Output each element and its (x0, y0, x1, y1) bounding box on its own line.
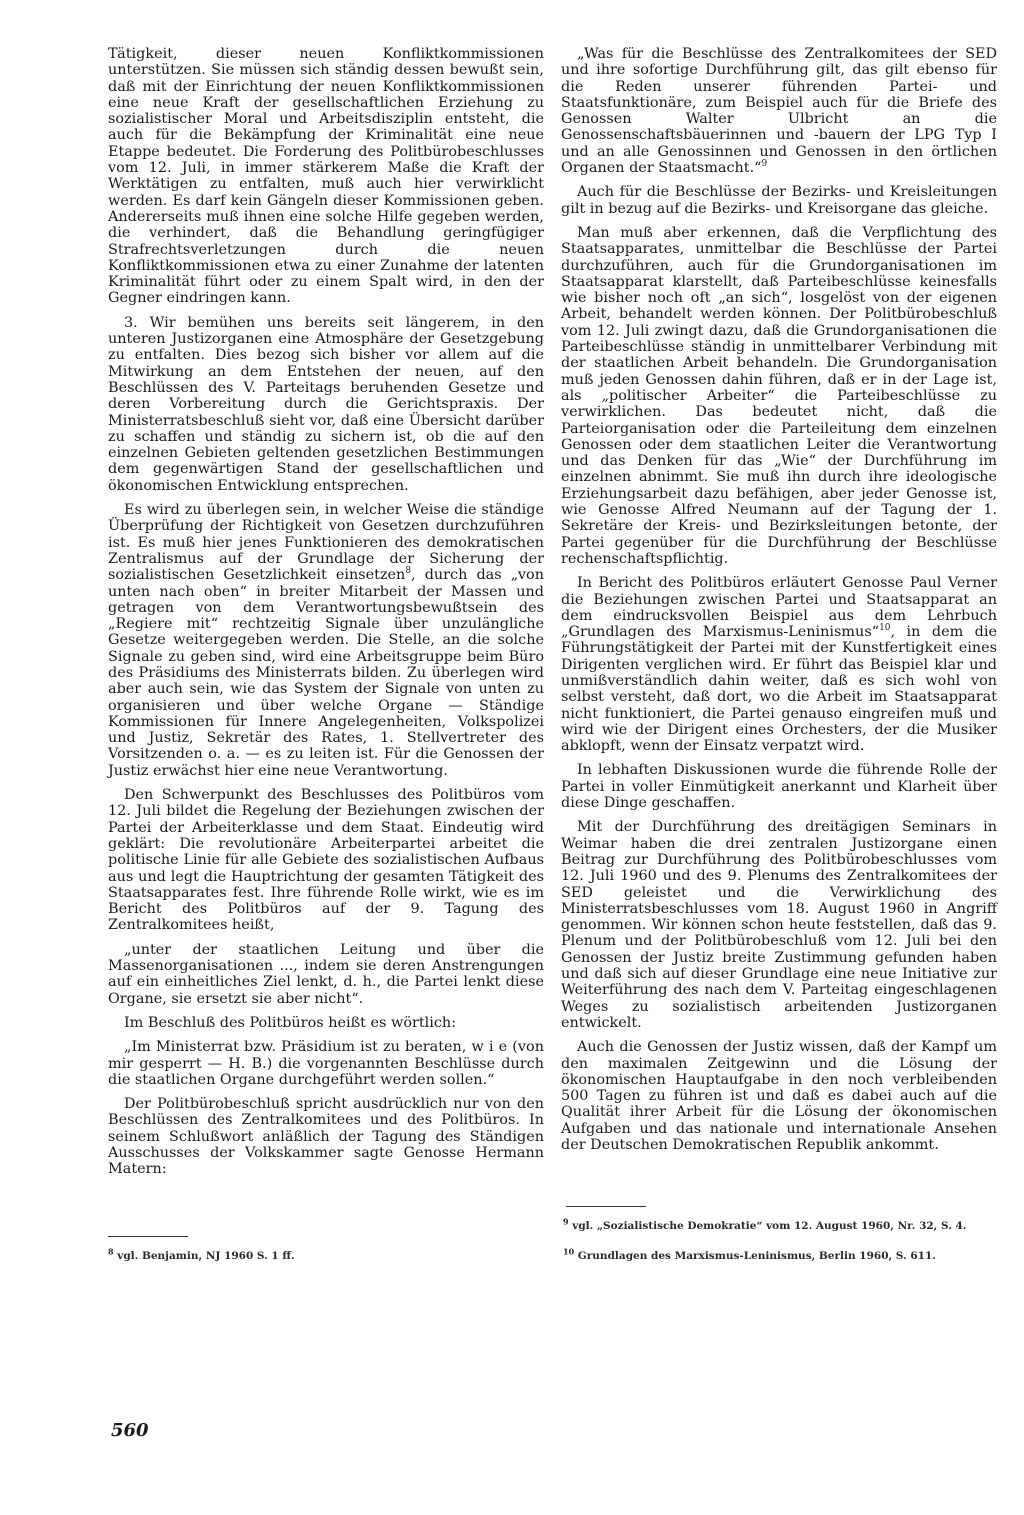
footnote-number: 8 (108, 1246, 114, 1257)
paragraph (561, 575, 997, 754)
footnote-text: Grundlagen des Marxismus-Leninismus, Berlin 1960, S. 611. (577, 1250, 936, 1262)
footnote-reference: 8 (405, 566, 412, 577)
block-quote: „Im Ministerrat bzw. Präsidium ist zu beraten, w i e (von mir gesperrt — H. B.) die vorgenannten Beschlüsse durch die staatlichen Organe durchgeführt werden sollen.“ (108, 1039, 544, 1088)
footnote-9 (563, 1216, 993, 1233)
paragraph-text: Es wird zu überlegen sein, in welcher Weise die ständige Überprüfung der Richtigkeit von Gesetzen durchzuführen ist. Es muß hier jenes Funktionieren des demokratischen Zentralismus auf der Grundlage der Sicherung der sozialistischen Gesetzlichkeit einsetzen (108, 502, 544, 584)
paragraph: Mit der Durchführung des dreitägigen Seminars in Weimar haben die drei zentralen Justizorgane einen Beitrag zur Durchführung des Politbürobeschlusses vom 12. Juli 1960 und des 9. Plenums des Zentralkomitees der SED geleistet und die Verwirklichung des Ministerratsbeschlusses vom 18. August 1960 in Angriff genommen. Wir können schon heute feststellen, daß das 9. Plenum und der Politbürobeschluß vom 12. Juli bei den Genossen der Justiz breite Zustimmung gefunden haben und daß sich auf dieser Grundlage eine neue Initiative zur Weiterführung des nach dem V. Parteitag eingeschlagenen Weges zu sozialistisch arbeitenden Justizorganen entwickelt. (561, 819, 997, 1031)
block-quote (561, 46, 997, 176)
paragraph: Tätigkeit, dieser neuen Konfliktkommissionen unterstützen. Sie müssen sich ständig dessen bewußt sein, daß mit der Einrichtung der neuen Konfliktkommissionen eine neue Kraft der gesellschaftlichen Erziehung zu sozialistischer Moral und Arbeitsdisziplin entsteht, die auch für die Bekämpfung der Kriminalität eine neue Etappe bedeutet. Die Forderung des Politbürobeschlusses vom 12. Juli, in immer stärkerem Maße die Kraft der Werktätigen zu entfalten, muß auch hier verwirklicht werden. Es darf kein Gängeln dieser Kommissionen geben. Andererseits muß ihnen eine solche Hilfe gegeben werden, die verhindert, daß die Behandlung geringfügiger Strafrechtsverletzungen durch die neuen Konfliktkommissionen etwa zu einer Zunahme der latenten Kriminalität führt oder zu einem Spalt wird, in den der Gegner eindringen kann. (108, 46, 544, 307)
quote-text: „Was für die Beschlüsse des Zentralkomitees der SED und ihre sofortige Durchführung gilt, das gilt ebenso für die Reden unserer führenden Partei- und Staatsfunktionäre, zum Beispiel auch für die Briefe des Genossen Walter Ulbricht an die Genossenschaftsbäuerinnen und -bauern der LPG Typ I und an alle Genossinnen und Genossen in den örtlichen Organen der Staatsmacht.“ (561, 46, 997, 177)
paragraph-text: In Bericht des Politbüros erläutert Genosse Paul Verner die Beziehungen zwischen Partei und Staatsapparat an dem eindrucksvollen Beispiel aus dem Lehrbuch „Grundlagen des Marxismus-Leninismus“ (561, 575, 997, 641)
footnote-text: vgl. „Sozialistische Demokratie“ vom 12. August 1960, Nr. 32, S. 4. (572, 1220, 967, 1232)
footnote-rule (566, 1206, 646, 1207)
paragraph: 3. Wir bemühen uns bereits seit längerem, in den unteren Justizorganen eine Atmosphäre der Gesetzgebung zu entfalten. Dies bezog sich bisher vor allem auf die Mitwirkung an dem Entstehen der neuen, auf den Beschlüssen des V. Parteitags beruhenden Gesetze und deren Vorbereitung durch die Gerichtspraxis. Der Ministerratsbeschluß sieht vor, daß eine Übersicht darüber zu schaffen und ständig zu sichern ist, ob die auf den einzelnen Gebieten geltenden gesetzlichen Bestimmungen dem gegenwärtigen Stand der gesellschaftlichen und ökonomischen Entwicklung entsprechen. (108, 314, 544, 494)
paragraph-text: , durch das „von unten nach oben“ in breiter Mitarbeit der Massen und getragen von dem Verantwortungsbewußtsein des „Regiere mit“ rechtzeitig Signale über unzulängliche Gesetze weitergegeben werden. Die Stelle, an die solche Signale zu geben sind, wird eine Arbeitsgruppe beim Büro des Präsidiums des Ministerrats bilden. Zu überlegen wird aber auch sein, wie das System der Signale von unten zu organisieren und über welche Organe — Ständige Kommissionen für Innere Angelegenheiten, Volkspolizei und Justiz, Sekretär des Rates, 1. Stellvertreter des Vorsitzenden o. a. — es zu leiten ist. Für die Genossen der Justiz erwächst hier eine neue Verantwortung. (108, 567, 544, 779)
paragraph: In lebhaften Diskussionen wurde die führende Rolle der Partei in voller Einmütigkeit anerkannt und Klarheit über diese Dinge geschaffen. (561, 762, 997, 812)
paragraph: Auch für die Beschlüsse der Bezirks- und Kreisleitungen gilt in bezug auf die Bezirks- und Kreisorgane das gleiche. (561, 184, 997, 217)
paragraph: Der Politbürobeschluß spricht ausdrücklich nur von den Beschlüssen des Zentralkomitees und des Politbüros. In seinem Schlußwort anläßlich der Tagung des Ständigen Ausschusses der Volkskammer sagte Genosse Hermann Matern: (108, 1096, 544, 1178)
left-text-column (108, 46, 544, 1186)
page-number: 560 (111, 1420, 149, 1441)
right-text-column (561, 46, 997, 1161)
footnote-rule (108, 1236, 188, 1237)
paragraph: Im Beschluß des Politbüros heißt es wörtlich: (124, 1014, 457, 1031)
footnote-reference: 10 (879, 623, 891, 634)
paragraph: Auch die Genossen der Justiz wissen, daß der Kampf um den maximalen Zeitgewinn und die Lösung der ökonomischen Hauptaufgabe in den noch verbleibenden 500 Tagen zu führen ist und daß es dabei auch auf die Qualität ihrer Arbeit für die Lösung der ökonomischen Aufgaben und das nationale und internationale Ansehen der Deutschen Demokratischen Republik ankommt. (561, 1039, 997, 1153)
paragraph-text: , in dem die Führungstätigkeit der Partei mit der Kunstfertigkeit eines Dirigenten verglichen wird. Er führt das Beispiel klar und unmißverständlich dahin weiter, daß es sich wohl von selbst versteht, daß dort, wo die Arbeit im Staatsapparat nicht funktioniert, die Partei genauso eingreifen muß und wird wie der Dirigent eines Orchesters, der die Musiker abklopft, wenn der Einsatz verpatzt wird. (561, 624, 998, 755)
footnote-number: 10 (563, 1246, 575, 1257)
footnote-reference: 9 (761, 159, 768, 170)
paragraph: Den Schwerpunkt des Beschlusses des Politbüros vom 12. Juli bildet die Regelung der Beziehungen zwischen der Partei der Arbeiterklasse und dem Staat. Eindeutig wird geklärt: Die revolutionäre Arbeiterpartei arbeitet die politische Linie für alle Gebiete des sozialistischen Aufbaus aus und legt die Hauptrichtung der gesamten Tätigkeit des Staatsapparates fest. Ihre führende Rolle wirkt, wie es im Bericht des Politbüros auf der 9. Tagung des Zentralkomitees heißt, (108, 787, 544, 934)
paragraph (108, 502, 544, 779)
footnote-8 (108, 1246, 538, 1263)
block-quote: „unter der staatlichen Leitung und über die Massenorganisationen ..., indem sie deren Anstrengungen auf ein einheitliches Ziel lenkt, d. h., die Partei lenkt diese Organe, sie ersetzt sie aber nicht“. (108, 941, 544, 1007)
paragraph: Man muß aber erkennen, daß die Verpflichtung des Staatsapparates, unmittelbar die Beschlüsse der Partei durchzuführen, auch für die Grundorganisationen im Staatsapparat klarstellt, daß Parteibeschlüsse keinesfalls wie bisher noch oft „an sich“, losgelöst von der eigenen Arbeit, behandelt werden können. Der Politbürobeschluß vom 12. Juli zwingt dazu, daß die Grundorganisationen die Parteibeschlüsse ständig in unmittelbarer Verbindung mit der staatlichen Arbeit behandeln. Die Grundorganisation muß jeden Genossen dahin führen, daß er in der Lage ist, als „politischer Arbeiter“ die Parteibeschlüsse zu verwirklichen. Das bedeutet nicht, daß die Parteiorganisation oder die Parteileitung dem einzelnen Genossen oder dem staatlichen Leiter die Verantwortung und das Denken für das „Wie“ der Durchführung im einzelnen abnimmt. Sie muß ihn durch ihre ideologische Erziehungsarbeit dazu befähigen, aber jeder Genosse ist, wie Genosse Alfred Neumann auf der Tagung der 1. Sekretäre der Kreis- und Bezirksleitungen betonte, der Partei gegenüber für die Durchführung der Beschlüsse rechenschaftspflichtig. (561, 224, 997, 567)
footnote-10 (563, 1246, 993, 1263)
footnote-text: vgl. Benjamin, NJ 1960 S. 1 ff. (117, 1250, 295, 1262)
footnote-number: 9 (563, 1216, 569, 1227)
